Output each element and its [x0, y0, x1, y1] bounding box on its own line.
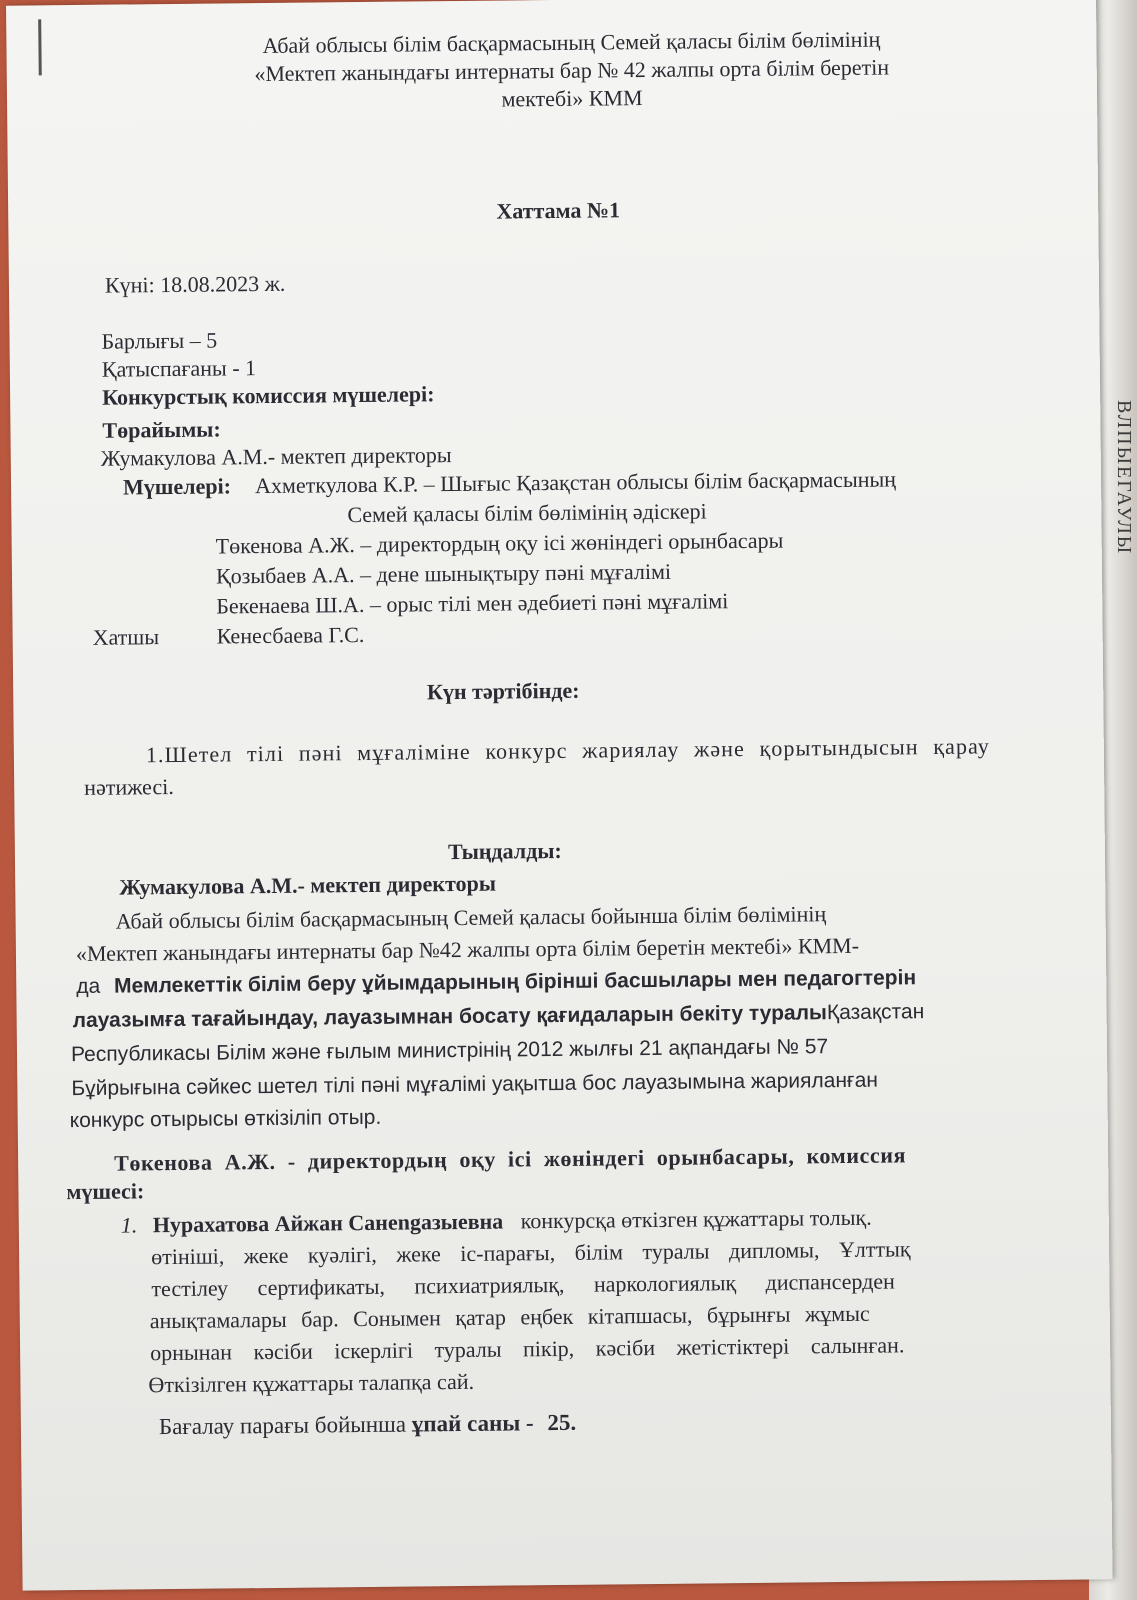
adjacent-page-text: ВЛПЫЕГАУЛЫ — [1113, 400, 1135, 556]
item-1-line-3: тестілеу сертификаты, психиатриялық, наркологиялық диспансерден — [151, 1268, 896, 1302]
para1-line-1: Абай облысы білім басқармасының Семей қаласы бойынша білім бөлімінің — [115, 901, 827, 934]
document-title: Хаттама №1 — [496, 197, 621, 224]
chair-name: Жумакулова А.М.- мектеп директоры — [100, 442, 452, 471]
members-label: Мүшелері: — [122, 473, 232, 500]
item-1-line-2: өтініші, жеке куәлігі, жеке іс-парағы, білім туралы дипломы, Ұлттық — [151, 1236, 911, 1270]
item-1-line-4: анықтамалары бар. Сонымен қатар еңбек кітапшасы, бұрынғы жұмыс — [149, 1300, 870, 1334]
score-prefix: Бағалау парағы бойынша — [158, 1411, 407, 1440]
speaker-2-line-1: Төкенова А.Ж. - директордың оқу ісі жөніндегі орынбасары, комиссия — [114, 1142, 907, 1176]
item-1-line-1-rest: конкурсқа өткізген құжаттары толық. — [520, 1204, 872, 1234]
para1-bold-2: лауазымға тағайындау, лауазымнан босату қағидаларын бекіту туралы — [72, 1001, 828, 1033]
heard-heading: Тыңдалды: — [447, 837, 562, 865]
para1-bold-1: Мемлекеттік білім беру ұйымдарының бірінші басшылары мен педагогтерін — [113, 966, 917, 998]
secretary-label: Хатшы — [92, 624, 160, 650]
binding-mark — [38, 19, 42, 75]
document-page — [6, 0, 1113, 1591]
member-2: Төкенова А.Ж. – директордың оқу ісі жөніндегі орынбасары — [215, 527, 784, 559]
agenda-item-line-2: нәтижесі. — [84, 773, 174, 800]
speaker-2-line-2: мүшесі: — [66, 1178, 145, 1205]
score-label: ұпай саны - — [411, 1410, 534, 1437]
document-date: Күні: 18.08.2023 ж. — [104, 270, 286, 298]
candidate-name: Нурахатова Айжан Санengазыевна — [152, 1208, 504, 1238]
score-value: 25. — [547, 1409, 577, 1436]
para1-line-2: «Мектеп жанындағы интернаты бар №42 жалпы орта білім беретін мектебі» КММ- — [75, 932, 860, 967]
para1-line-6: Бұйрығына сәйкес шетел тілі пәні мұғалімі уақытша бос лауазымына жарияланған — [71, 1068, 879, 1101]
secretary-name: Кенесбаева Г.С. — [216, 621, 365, 649]
item-1-number: 1. — [120, 1212, 138, 1238]
chair-label: Төрайымы: — [102, 416, 221, 443]
item-1-line-1 — [153, 1205, 872, 1239]
para1-line-5: Республикасы Білім және ғылым министрінің 2012 жылғы 21 ақпандағы № 57 — [70, 1035, 829, 1067]
total-count: Барлығы – 5 — [101, 327, 218, 354]
para1-line-7: конкурс отырысы өткізіліп отыр. — [69, 1105, 382, 1133]
header-line-1: Абай облысы білім басқармасының Семей қаласы білім бөлімінің — [262, 26, 881, 59]
member-1-cont: Семей қаласы білім бөлімінің әдіскері — [347, 498, 707, 528]
agenda-item-line-1: 1.Шетел тілі пәні мұғаліміне конкурс жариялау және қорытындысын қарау — [145, 733, 990, 768]
para1-line-3-prefix: да — [76, 974, 101, 999]
para1-line-4 — [73, 1000, 925, 1033]
member-4: Бекенаева Ш.А. – орыс тілі мен әдебиеті пәні мұғалімі — [216, 588, 729, 619]
commission-heading: Конкурстық комиссия мүшелері: — [102, 381, 435, 410]
absent-count: Қатыспағаны - 1 — [101, 355, 257, 382]
item-1-line-5: орнынан кәсіби іскерлігі туралы пікір, кәсіби жетістіктері салынған. — [150, 1332, 905, 1366]
member-3: Қозыбаев А.А. – дене шынықтыру пәні мұғалімі — [215, 558, 672, 589]
header-line-2: «Мектеп жанындағы интернаты бар № 42 жалпы орта білім беретін — [254, 54, 890, 87]
agenda-heading: Күн тәртібінде: — [426, 677, 580, 705]
member-1: Ахметкулова К.Р. – Шығыс Қазақстан облысы білім басқармасының — [254, 466, 897, 499]
speaker-1: Жумакулова А.М.- мектеп директоры — [119, 870, 497, 900]
score-line — [159, 1410, 576, 1440]
para1-line-4-rest: Қазақстан — [826, 1000, 925, 1025]
item-1-line-6: Өткізілген құжаттары талапқа сай. — [148, 1368, 475, 1398]
header-line-3: мектебі» КММ — [501, 85, 643, 112]
para1-line-3 — [76, 966, 916, 999]
